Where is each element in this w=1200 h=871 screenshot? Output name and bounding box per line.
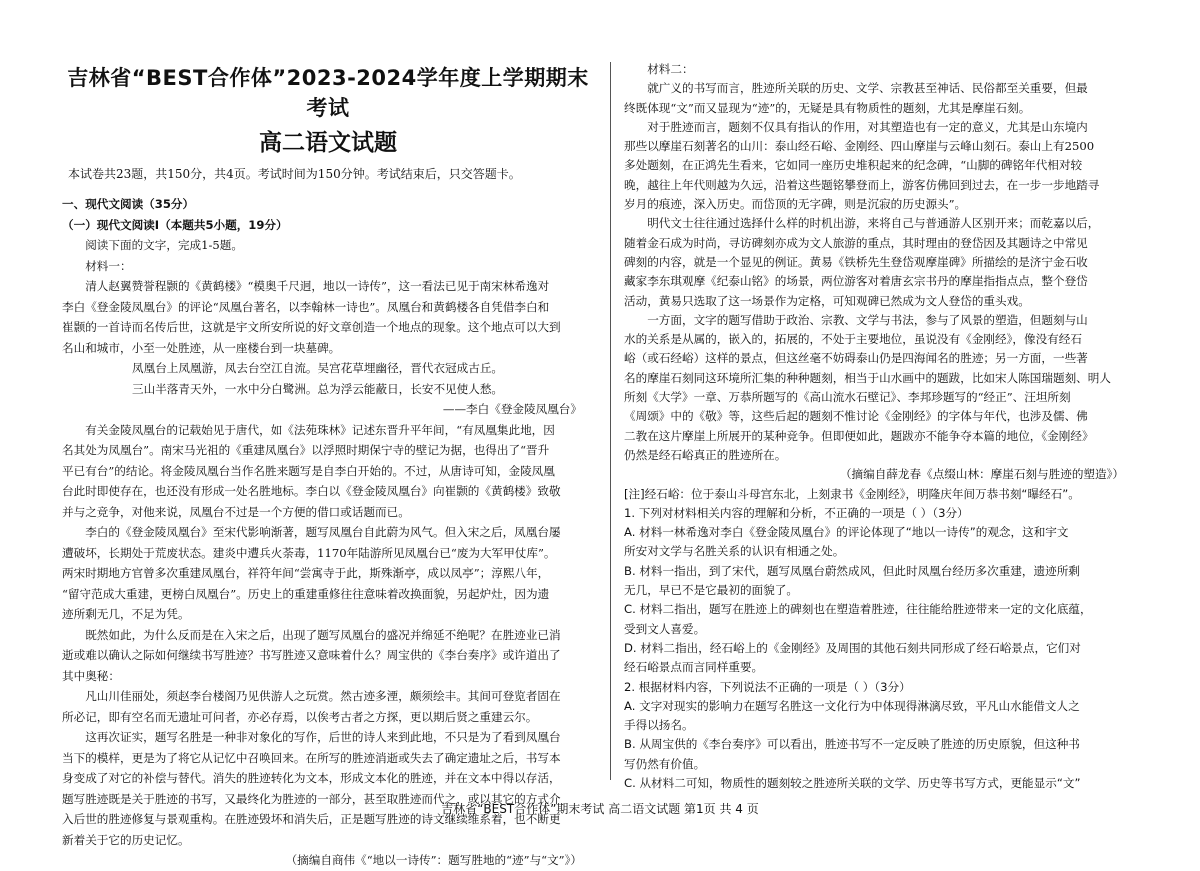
text-line: ——李白《登金陵凤凰台》 <box>442 402 582 416</box>
text-line: 藏家李东琪观摩《纪泰山铭》的场景，两位游客对着唐玄宗书丹的摩崖指指点点，整个登岱 <box>624 274 1088 289</box>
text-line: （一）现代文阅读Ⅰ（本题共5小题，19分） <box>62 217 288 232</box>
text-line: 岁月的痕迹，深入历史。而岱顶的无字碑，则是沉寂的历史源头”。 <box>624 197 967 212</box>
text-line: C. 从材料二可知，物质性的题刻较之胜迹所关联的文学、历史等书写方式，更能显示“文” <box>624 775 1081 790</box>
text-line: A. 文字对现实的影响力在题写名胜这一文化行为中体现得淋漓尽致，平凡山水能借文人之 <box>624 698 1080 713</box>
text-line: 所刻《大学》一章、万恭所题写的《高山流水石壁记》、李邦珍题写的“经正”、汪坦所刻 <box>624 390 1071 405</box>
text-line: 入后世的胜迹修复与景观重构。在胜迹毁坏和消失后，正是题写胜迹的诗文继续维系着，也不断更 <box>62 812 561 826</box>
text-line: 有关金陵凤凰台的记载始见于唐代，如《法苑珠林》记述东晋升平年间，“有凤凰集此地，因 <box>85 422 555 437</box>
left-column <box>62 58 594 871</box>
text-line: 三山半落青天外，一水中分白鹭洲。总为浮云能蔽日，长安不见使人愁。 <box>132 381 504 396</box>
text-line: 这再次证实，题写名胜是一种非对象化的写作，后世的诗人来到此地，不只是为了看到凤凰台 <box>85 730 561 744</box>
text-line: 一方面，文字的题写借助于政治、宗教、文学与书法，参与了风景的塑造，但题刻与山 <box>647 312 1088 327</box>
text-line: A. 材料一林希逸对李白《登金陵凤凰台》的评论体现了“地以一诗传”的观念，这和宇文 <box>624 525 1069 540</box>
text-line: 台此时即使存在，也还没有形成一处名胜地标。李白以《登金陵凤凰台》向崔颢的《黄鹤楼》致敬 <box>62 484 561 498</box>
text-line: 明代文士往往通过选择什么样的时机出游，来将自己与普通游人区别开来；而乾嘉以后， <box>647 216 1100 231</box>
text-line: C. 材料二指出，题写在胜迹上的碑刻也在塑造着胜迹，往往能给胜迹带来一定的文化底蕴， <box>624 602 1092 617</box>
text-line: 峪（或石经峪）这样的景点，但这丝毫不妨碍泰山仍是四海闻名的胜迹；另一方面，一些著 <box>624 351 1088 366</box>
exam-subtitle: 高二语文试题 <box>259 130 397 156</box>
text-line: 逝或难以确认之际如何继续书写胜迹？书写胜迹又意味着什么？周宝供的《李台奏序》或许道出了 <box>62 648 561 662</box>
text-line: 对于胜迹而言，题刻不仅具有指认的作用，对其塑造也有一定的意义，尤其是山东境内 <box>647 119 1088 134</box>
text-line: 就广义的书写而言，胜迹所关联的历史、文学、宗教甚至神话、民俗都至关重要，但最 <box>647 81 1088 96</box>
text-line: （摘编自商伟《“地以一诗传”：题写胜地的“迹”与“文”》） <box>285 853 582 867</box>
text-line: 崔颢的一首诗而名传后世，这就是宇文所安所说的好文章创造一个地点的现象。这个地点可以大到 <box>62 320 561 334</box>
text-line: 其中奥秘： <box>62 668 120 683</box>
text-line: 一、现代文阅读（35分） <box>62 197 195 211</box>
text-line: 新着关于它的历史记忆。 <box>62 832 190 847</box>
text-line: 清人赵翼赞誉程颢的《黄鹤楼》“模奥千尺迥，地以一诗传”，这一看法已见于南宋林希逸对 <box>85 279 550 293</box>
text-line: 凡山川佳丽处，须赵李台楼阁乃见供游人之玩赏。然古迹多湮，颇须绘丰。其间可登览者固在 <box>85 689 561 703</box>
text-line: 材料二： <box>647 62 694 76</box>
text-line: 多处题刻，在正鸿先生看来，它如同一座历史堆积起来的纪念碑，“山脚的碑铭年代相对较 <box>624 158 1083 173</box>
text-line: 材料一： <box>85 258 132 273</box>
text-line: （摘编自薛龙春《点缀山林：摩崖石刻与胜迹的塑造》） <box>839 467 1124 482</box>
text-line: 当下的模样，更是为了将它从记忆中召唤回来。在所写的胜迹消逝或失去了确定遗址之后，书写本 <box>62 750 561 765</box>
text-line: 既然如此，为什么反而是在入宋之后，出现了题写凤凰台的盛况并绵延不绝呢？在胜迹业已消 <box>85 627 561 642</box>
text-line: 两宋时期地方官曾多次重建凤凰台，祥符年间“尝寓寺于此，斯殊渐亭，成以凤亭”；淳熙八年， <box>62 566 550 580</box>
text-line: 写仍然有价值。 <box>624 756 706 771</box>
column-divider <box>610 62 611 780</box>
text-line: B. 从周宝供的《李台奏序》可以看出，胜迹书写不一定反映了胜迹的历史原貌，但这种书 <box>624 737 1080 752</box>
exam-title: 吉林省“BEST合作体”2023-2024学年度上学期期末考试 <box>67 66 589 120</box>
text-line: 李白的《登金陵凤凰台》至宋代影响渐著，题写凤凰台自此蔚为风气。但入宋之后，凤凰台屡 <box>85 525 561 539</box>
text-line: 那些以摩崖石刻著名的山川：泰山经石峪、金刚经、四山摩崖与云峰山刻石。泰山上有2500 <box>624 139 1095 154</box>
text-line: 二教在这片摩崖上所展开的某种竞争。但即便如此，题跋亦不能争夺本篇的地位，《金刚经》 <box>624 428 1094 443</box>
right-column <box>624 60 1136 793</box>
text-line: 活动，黄易只选取了这一场景作为定格，可知观碑已然成为文人登岱的重头戏。 <box>624 293 1030 308</box>
text-line: B. 材料一指出，到了宋代，题写凤凰台蔚然成风，但此时凤凰台经历多次重建，遗迹所剩 <box>624 563 1080 578</box>
text-line: 晚，越往上年代则越为久远，沿着这些题铭攀登而上，游客仿佛回到过去，在一步一步地踏寻 <box>624 177 1100 192</box>
page-footer: 吉林省“BEST合作体”期末考试 高二语文试题 第1页 共 4 页 <box>441 802 759 816</box>
text-line: 无几，早已不是它最初的面貌了。 <box>624 583 798 598</box>
text-line: 手得以扬名。 <box>624 718 694 733</box>
text-line: 凤凰台上凤凰游，凤去台空江自流。吴宫花草埋幽径，晋代衣冠成古丘。 <box>132 361 504 375</box>
text-line: “留守范成大重建，更榜白凤凰台”。历史上的重建重修往往意味着改换面貌，另起炉灶，因为遗 <box>62 586 550 601</box>
right-text-body <box>624 60 1136 793</box>
text-line: 所安对文学与名胜关系的认识有相通之处。 <box>624 544 845 559</box>
text-line: 阅读下面的文字，完成1-5题。 <box>85 238 243 252</box>
text-line: 仍然是经石峪真正的胜迹所在。 <box>624 447 787 462</box>
text-line: 碑刻的内容，就是一个显见的例证。黄易《铁桥先生登岱观摩崖碑》所描绘的是济宁金石收 <box>624 254 1088 269</box>
text-line: [注]经石峪：位于泰山斗母宫东北，上刻隶书《金刚经》，明隆庆年间万恭书刻“曝经石”。 <box>624 486 1080 501</box>
text-line: 经石峪景点而言同样重要。 <box>624 660 764 675</box>
text-line: D. 材料二指出，经石峪上的《金刚经》及周围的其他石刻共同形成了经石峪景点，它们对 <box>624 640 1081 655</box>
text-line: 随着金石成为时尚，寻访碑刻亦成为文人旅游的重点，其时理由的登岱因及其题诗之中常见 <box>624 235 1088 250</box>
text-line: 1. 下列对材料相关内容的理解和分析，不正确的一项是（ ）（3分） <box>624 505 969 520</box>
text-line: 遭破坏，长期处于荒废状态。建炎中遭兵火荼毒，1170年陆游所见凤凰台已“废为大军甲仗库”。 <box>62 545 556 560</box>
exam-notice: 本试卷共23题，共150分，共4页。考试时间为150分钟。考试结束后，只交答题卡。 <box>68 167 521 181</box>
text-line: 受到文人喜爱。 <box>624 621 706 636</box>
text-line: 李白《登金陵凤凰台》的评论“凤凰台著名，以李翰林一诗也”。凤凰台和黄鹤楼各自凭借李白和 <box>62 299 550 314</box>
text-line: 名山和城市，小至一处胜迹，从一座楼台到一块墓碑。 <box>62 340 341 355</box>
text-line: 2. 根据材料内容，下列说法不正确的一项是（ ）（3分） <box>624 679 911 694</box>
text-line: 并与之竞争，对他来说，凤凰台不过是一个方便的借口或话题而已。 <box>62 504 410 519</box>
text-line: 题写胜迹既是关于胜迹的书写，又最终化为胜迹的一部分，甚至取胜迹而代之，或以其它的方式介 <box>62 791 561 806</box>
text-line: 平已有台”的结论。将金陵凤凰台当作名胜来题写是自李白开始的。不过，从唐诗可知，金陵凤凰 <box>62 463 555 478</box>
text-line: 名其处为凤凰台”。南宋马光祖的《重建凤凰台》以浮照时期保宁寺的壁记为据，也得出了“晋升 <box>62 443 550 457</box>
text-line: 《周颂》中的《敬》等，这些后起的题刻不惟讨论《金刚经》的字体与年代，也涉及儒、佛 <box>624 409 1088 424</box>
text-line: 名的摩崖石刻同这环境所汇集的种种题刻，相当于山水画中的题跋，比如宋人陈国瑞题刻、明人 <box>624 370 1111 385</box>
left-text-body <box>62 194 594 871</box>
text-line: 迹所剩无几，不足为凭。 <box>62 607 190 621</box>
text-line: 水的关系是从属的，嵌入的，拓展的，不处于主要地位，虽说没有《金刚经》，像没有经石 <box>624 332 1082 347</box>
text-line: 终既体现“文”而又显现为“迹”的，无疑是具有物质性的题刻，尤其是摩崖石刻。 <box>624 100 1031 115</box>
text-line: 身变成了对它的补偿与替代。消失的胜迹转化为文本，形成文本化的胜迹，并在文本中得以存活， <box>62 771 561 785</box>
text-line: 所必记，即有空名而无遗址可问者，亦必存焉，以俟考古者之方探，更以期后贤之重建云尔。 <box>62 709 538 724</box>
